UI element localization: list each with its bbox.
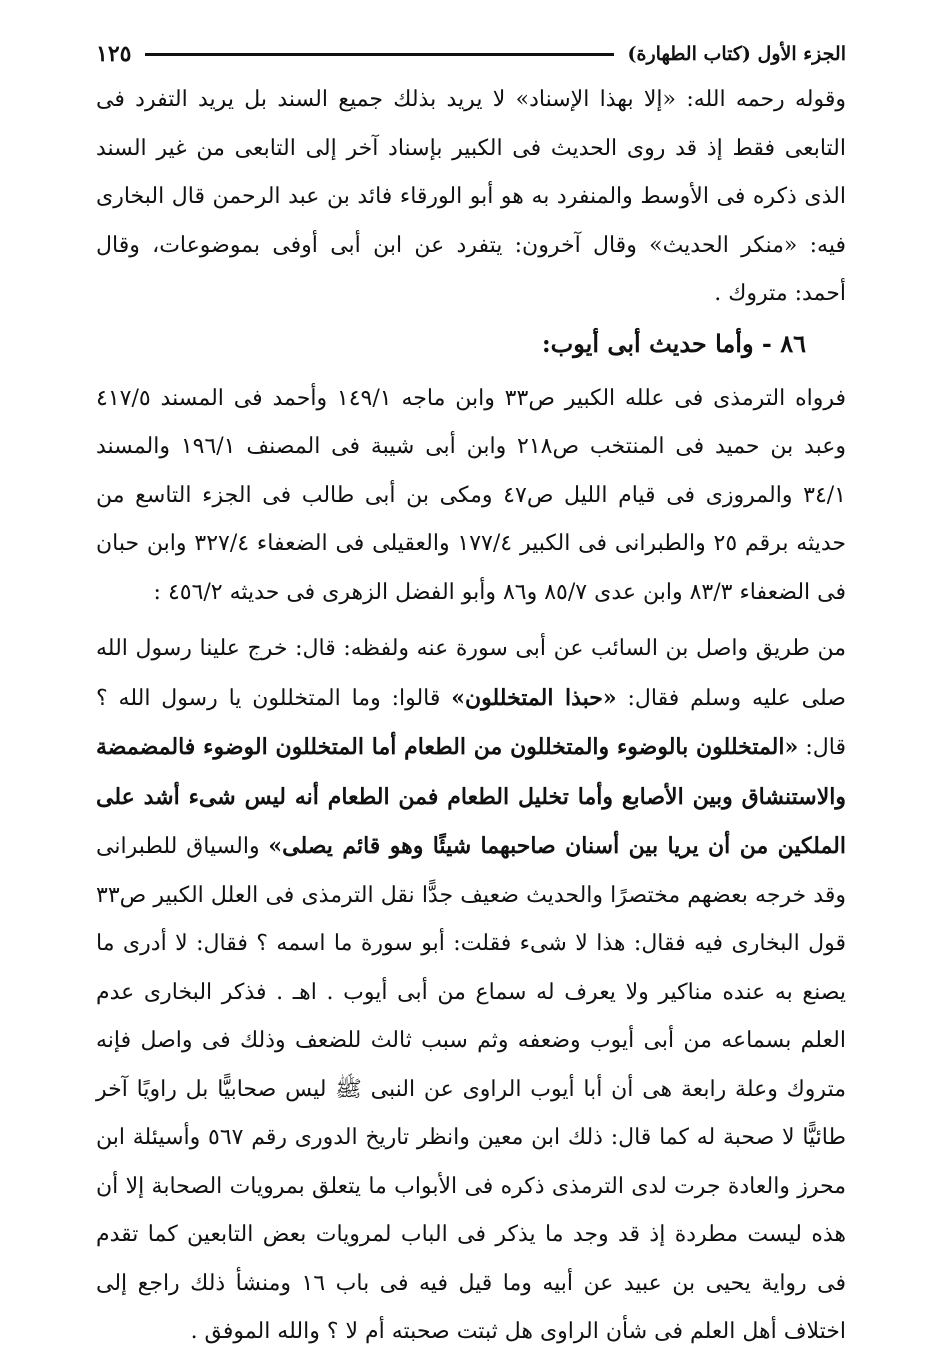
paragraph-commentary: وقوله رحمه الله: «إلا بهذا الإسناد» لا يريد بذلك جميع السند بل يريد التفرد فى التابعى فقط إذ قد روى الحديث فى الكبير بإسناد آخر إلى التابعى من غير السند الذى ذكره فى الأوسط والمنفرد به هو أبو الورقاء فائد بن عبد الرحمن قال البخارى فيه: «منكر الحديث» وقال آخرون: يتفرد عن ابن أبى أوفى بموضوعات، وقال أحمد: متروك .: [96, 87, 846, 306]
page-body: [96, 76, 846, 1357]
page-header: [96, 36, 846, 72]
hadith-mid: قالوا: وما المتخللون يا رسول الله ؟ قال:: [96, 685, 846, 760]
paragraph-gap: [96, 617, 846, 625]
paragraph-sources: فرواه الترمذى فى علله الكبير ص٣٣ وابن ماجه ١٤٩/١ وأحمد فى المسند ٤١٧/٥ وعبد بن حميد فى المنتخب ص٢١٨ وابن أبى شيبة فى المصنف ١٩٦/١ والمسند ٣٤/١ والمروزى فى قيام الليل ص٤٧ ومكى بن أبى طالب فى الجزء التاسع من حديثه برقم ٢٥ والطبرانى فى الكبير ١٧٧/٤ والعقيلى فى الضعفاء ٣٢٧/٤ وابن حبان فى الضعفاء ٨٣/٣ وابن عدى ٨٥/٧ و٨٦ وأبو الفضل الزهرى فى حديثه ٤٥٦/٢ :: [96, 385, 846, 605]
page-number: ١٢٥: [96, 41, 132, 67]
hadith-intro: من طريق واصل بن السائب عن أبى سورة عنه ولفظه: قال: خرج علينا رسول الله صلى عليه وسلم فقال:: [96, 636, 846, 711]
hadith-analysis: والسياق للطبرانى وقد خرجه بعضهم مختصرًا والحديث ضعيف جدًّا نقل الترمذى فى العلل الكبير ص٣٣ قول البخارى فيه فقال: هذا لا شىء فقلت: أبو سورة ما اسمه ؟ فقال: لا أدرى ما يصنع به عنده مناكير ولا يعرف له سماع من أبى أيوب . اهـ . فذكر البخارى عدم العلم بسماعه من أبى أيوب وضعفه وثم سبب ثالث للضعف وذلك فى واصل فإنه متروك وعلة رابعة هى أن أبا أيوب الراوى عن النبى ﷺ ليس صحابيًّا بل راويًا آخر طائيًّا لا صحبة له كما قال: ذلك ابن معين وانظر تاريخ الدورى رقم ٥٦٧ وأسيئلة ابن محرز والعادة جرت لدى الترمذى ذكره فى الأبواب ما يتعلق بمرويات الصحابة إلا أن هذه ليست مطردة إذ قد وجد ما يذكر فى الباب لمرويات بعض التابعين كما تقدم فى رواية يحيى بن عبيد عن أبيه وما قيل فيه فى باب ١٦ ومنشأ ذلك راجع إلى اختلاف أهل العلم فى شأن الراوى هل ثبتت صحبته أم لا ؟ والله الموفق .: [96, 834, 847, 1344]
running-title: الجزء الأول (كتاب الطهارة): [627, 43, 846, 65]
header-rule: [145, 53, 613, 56]
hadith-quote-short: «حبذا المتخللون»: [451, 684, 617, 711]
hadith-quote-main: «المتخللون بالوضوء والمتخللون من الطعام أما المتخللون الوضوء فالمضمضة والاستنشاق وبين الأصابع وأما تخليل الطعام فمن الطعام أنه ليس شىء أشد على الملكين من أن يريا بين أسنان صاحبهما شيئًا وهو قائم يصلى»: [96, 734, 846, 859]
section-heading: ٨٦ - وأما حديث أبى أيوب:: [541, 328, 806, 358]
paragraph-hadith: [96, 625, 846, 1357]
